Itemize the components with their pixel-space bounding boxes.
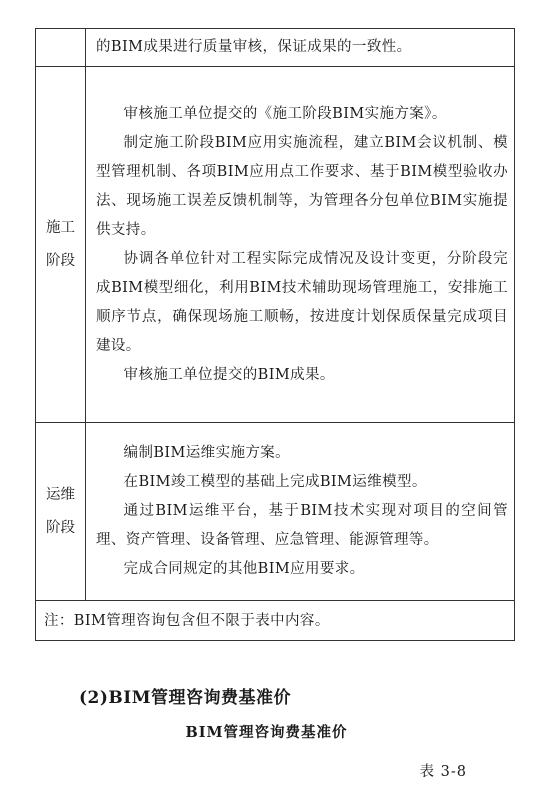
stage-label-line-2: 阶段 bbox=[46, 519, 75, 536]
construction-paragraph-3: 协调各单位针对工程实际完成情况及设计变更，分阶段完成BIM模型细化，利用BIM技术辅助现场管理施工，安排施工顺序节点，确保现场施工顺畅，按进度计划保质保量完成项目建设。 bbox=[96, 250, 508, 354]
table-row-continuation bbox=[36, 29, 515, 67]
operation-paragraph-2: 在BIM竣工模型的基础上完成BIM运维模型。 bbox=[123, 474, 427, 490]
content-cell-construction bbox=[86, 67, 515, 423]
section-heading: (2)BIM管理咨询费基准价 bbox=[79, 688, 292, 708]
continuation-paragraph: 的BIM成果进行质量审核，保证成果的一致性。 bbox=[96, 39, 412, 55]
stage-label-cell-empty bbox=[36, 29, 86, 67]
table-row-note bbox=[36, 601, 515, 641]
construction-paragraph-4: 审核施工单位提交的BIM成果。 bbox=[123, 366, 335, 383]
bim-scope-table bbox=[35, 28, 515, 641]
stage-label-construction bbox=[36, 67, 86, 423]
operation-paragraph-1: 编制BIM运维实施方案。 bbox=[123, 445, 291, 461]
construction-paragraph-1: 审核施工单位提交的《施工阶段BIM实施方案》。 bbox=[123, 105, 447, 122]
table-row-operation bbox=[36, 423, 515, 601]
content-cell-operation bbox=[86, 423, 515, 601]
table-row-construction bbox=[36, 67, 515, 423]
operation-paragraph-3: 通过BIM运维平台，基于BIM技术实现对项目的空间管理、资产管理、设备管理、应急管理、能源管理等。 bbox=[96, 503, 508, 548]
stage-label-line-1: 施工 bbox=[46, 219, 75, 236]
table-number: 表 3-8 bbox=[419, 764, 467, 780]
stage-label-line-2: 阶段 bbox=[46, 252, 75, 269]
table-title: BIM管理咨询费基准价 bbox=[185, 724, 348, 741]
construction-paragraph-2: 制定施工阶段BIM应用实施流程，建立BIM会议机制、模型管理机制、各项BIM应用点工作要求、基于BIM模型验收办法、现场施工误差反馈机制等，为管理各分包单位BIM实施提供支持。 bbox=[96, 134, 508, 238]
operation-paragraph-4: 完成合同规定的其他BIM应用要求。 bbox=[123, 561, 365, 577]
stage-label-line-1: 运维 bbox=[46, 486, 75, 503]
stage-label-operation bbox=[36, 423, 86, 601]
content-cell-continuation bbox=[86, 29, 515, 67]
table-note: 注：BIM管理咨询包含但不限于表中内容。 bbox=[36, 601, 515, 641]
